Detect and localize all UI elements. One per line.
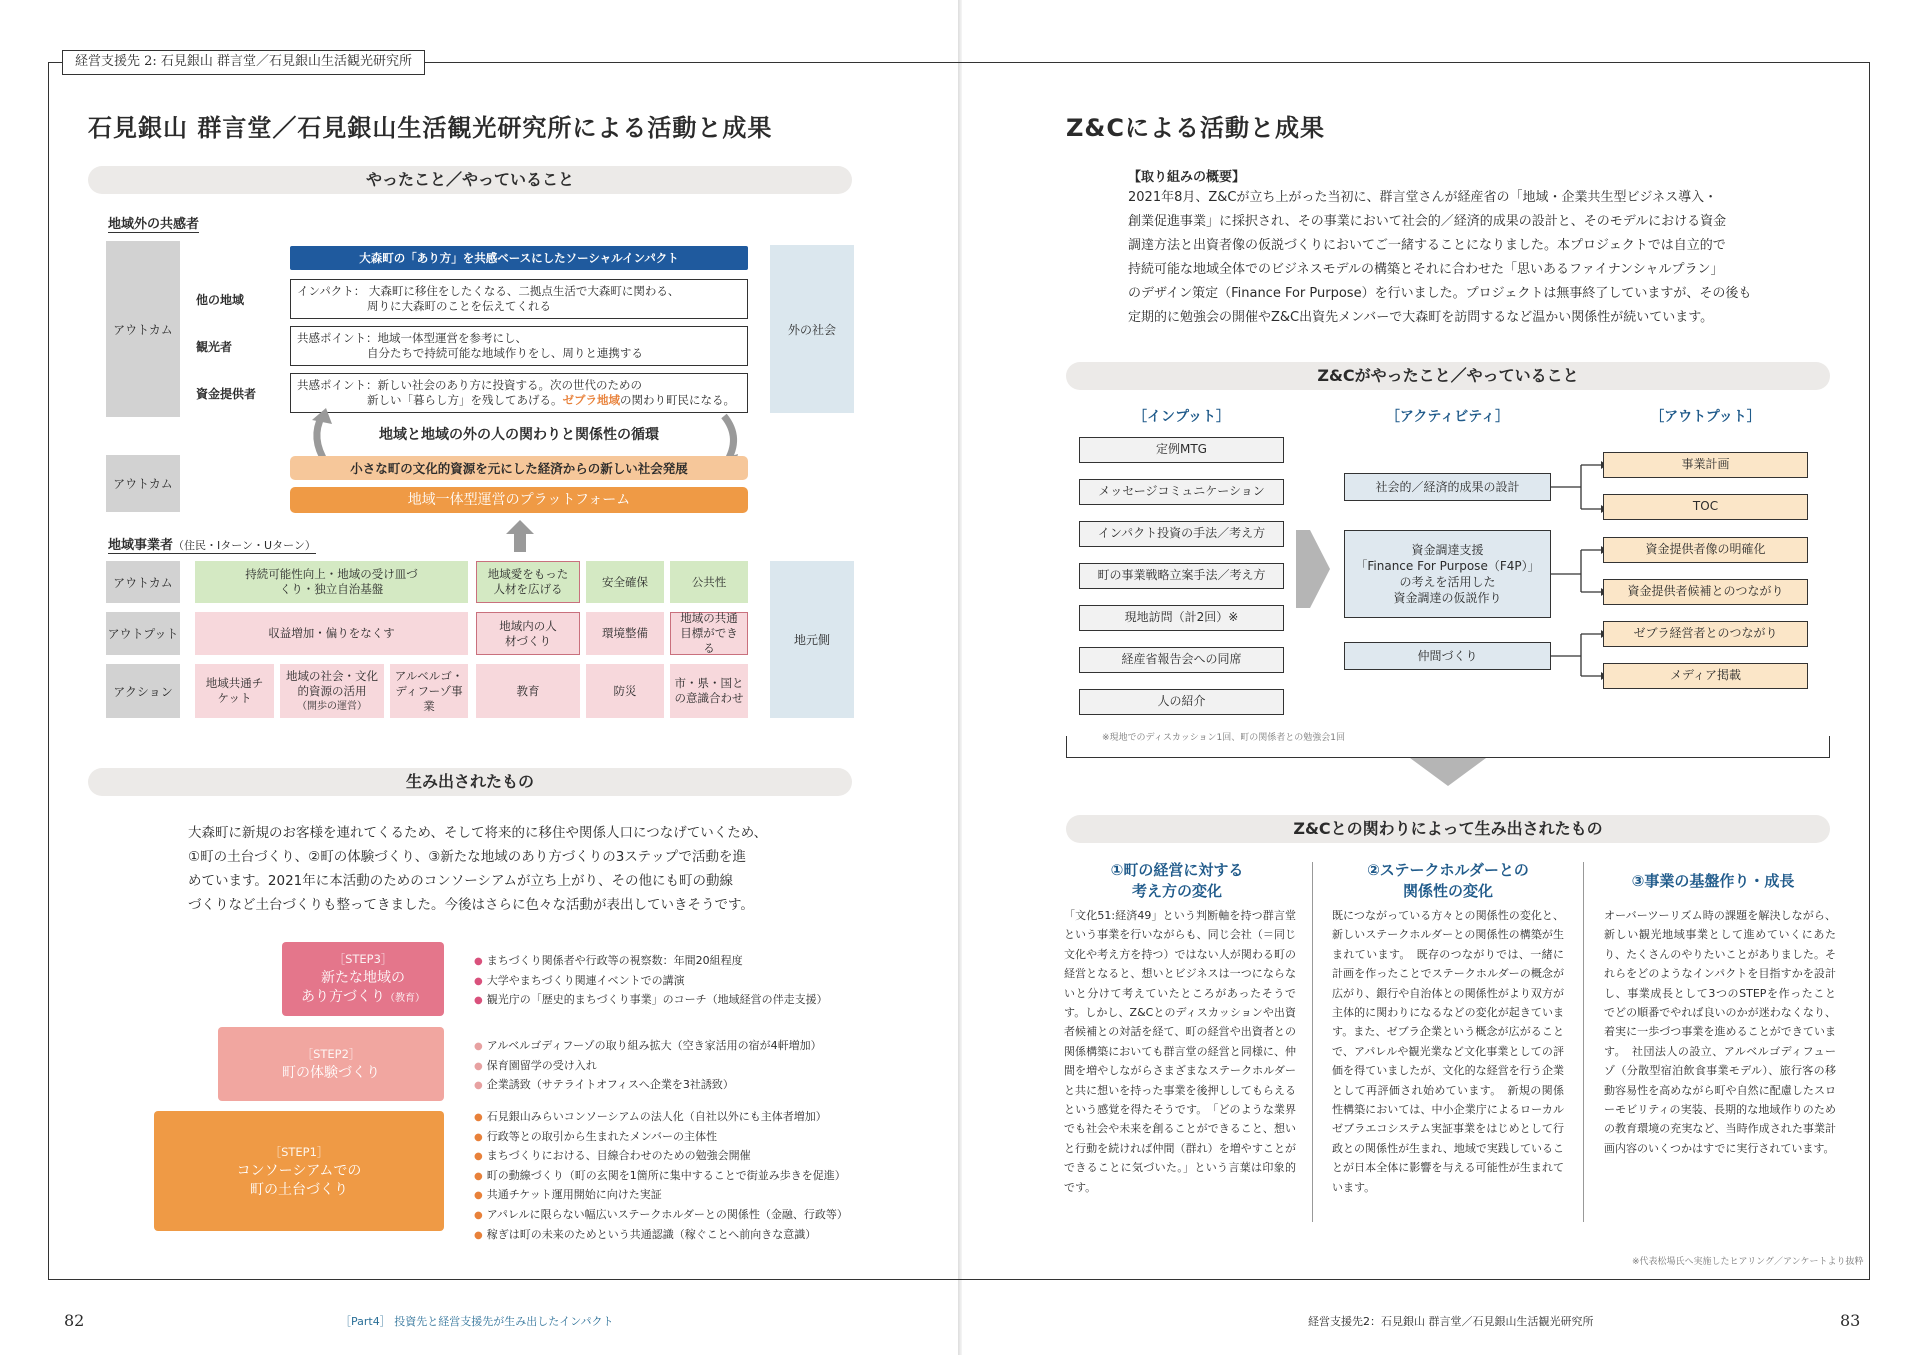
right-section-pill-1: Z&Cがやったこと／やっていること xyxy=(1066,362,1830,390)
outcome-label-2: アウトカム xyxy=(106,455,180,512)
output-item: メディア掲載 xyxy=(1603,663,1808,689)
step2-bullets: ● アルベルゴディフーゾの取り組み拡大（空き家活用の宿が4軒増加） ● 保育園留学の受け入れ ● 企業誘致（サテライトオフィスへ企業を3社誘致） xyxy=(474,1037,822,1096)
branch-arrow-icon xyxy=(1551,450,1607,690)
page-number-left: 82 xyxy=(64,1311,85,1330)
input-item: メッセージコミュニケーション xyxy=(1079,479,1284,505)
step2-box: ［STEP2］ 町の体験づくり xyxy=(218,1027,444,1101)
activity-design: 社会的／経済的成果の設計 xyxy=(1344,473,1551,501)
step3-bullets: ● まちづくり関係者や行政等の視察数：年間20組程度 ● 大学やまちづくり関連イベントでの講演 ● 観光庁の「歴史的まちづくり事業」のコーチ（地域経営の伴走支援） xyxy=(474,952,828,1011)
output-label: アウトプット xyxy=(106,612,180,655)
output-cell-talent: 地域内の人材づくり xyxy=(476,612,580,655)
output-item: 資金提供者像の明確化 xyxy=(1603,537,1808,563)
output-item: TOC xyxy=(1603,494,1808,520)
action-cell-alignment: 市・県・国との意識合わせ xyxy=(670,664,748,718)
output-cell-environment: 環境整備 xyxy=(586,612,664,655)
outcome-cell-safety: 安全確保 xyxy=(586,561,664,603)
outer-society-box: 外の社会 xyxy=(770,245,854,413)
footer-right: 経営支援先2：石見銀山 群言堂／石見銀山生活観光研究所 xyxy=(1308,1315,1594,1328)
outcome-label-1: アウトカム xyxy=(106,241,180,417)
right-page-title: Z&Cによる活動と成果 xyxy=(1066,114,1325,142)
action-cell-albergo: アルベルゴ・ディフーゾ事業 xyxy=(390,664,468,718)
impact-box-funder: 共感ポイント：新しい社会のあり方に投資する。次の世代のための 新しい「暮らし方」を残してあげる。ゼブラ地域の関わり町民になる。 xyxy=(290,373,748,413)
action-cell-resources: 地域の社会・文化的資源の活用 （開歩の運営） xyxy=(280,664,384,718)
input-item: 現地訪問（計2回）※ xyxy=(1079,605,1284,631)
col1-heading: ①町の経営に対する 考え方の変化 xyxy=(1110,861,1244,900)
outcome-label-3: アウトカム xyxy=(106,561,180,603)
input-header: ［インプット］ xyxy=(1132,409,1231,425)
overview-heading: 【取り組みの概要】 xyxy=(1128,170,1246,185)
up-arrow-icon xyxy=(506,520,534,552)
left-section-pill-2: 生み出されたもの xyxy=(88,768,852,796)
action-cell-ticket: 地域共通チケット xyxy=(195,664,274,718)
page-number-right: 83 xyxy=(1840,1311,1861,1330)
left-paragraph: 大森町に新規のお客様を連れてくるため、そして将来的に移住や関係人口につなげていくため、 ①町の土台づくり、②町の体験づくり、③新たな地域のあり方づくりの3ステップで活動を進 めています。2021年に本活動のためのコンソーシアムが立ち上がり、その他にも町の動線 づくりなど土台づくりも整ってきました。今後はさらに色々な活動が表出していきそうです。 xyxy=(188,825,768,913)
down-arrow-icon xyxy=(1410,758,1486,786)
impact-box-tourist: 共感ポイント：地域一体型運営を参考にし、 自分たちで持続可能な地域作りをし、周りと連携する xyxy=(290,326,748,366)
output-header: ［アウトプット］ xyxy=(1650,409,1761,425)
col2-text: 既につながっている方々との関係性の変化と、新しいステークホルダーとの関係性の構築が生まれています。 既存のつながりでは、一緒に計画を作ったことでステークホルダーの概念が広がり、銀行や自治体との関係性がより双方が主体的に関わりになるなどの変化が起きています。また、ゼブラ企業という概念が広がることで、アパレルや観光業など文化事業としての評価を得ていましたが、文化的な経営を行う企業として再評価され始めています。 新規の関係性構築においては、中小企業庁によるローカルゼブラエコシステム実証事業をはじめとして行政との関係性が生まれ、地域で実践していることが日本全体に影響を与える可能性が生まれています。 xyxy=(1332,909,1564,1194)
platform-banner: 地域一体型運営のプラットフォーム xyxy=(290,487,748,513)
outcome-cell-talent: 地域愛をもった人材を広げる xyxy=(476,561,580,603)
overview-paragraph: 2021年8月、Z&Cが立ち上がった当初に、群言堂さんが経産省の「地域・企業共生型ビジネス導入・ 創業促進事業」に採択され、その事業において社会的／経済的成果の設計と、そのモデルにおける資金 調達方法と出資者像の仮説づくりにおいてご一緒することになりました。本プロジェクトでは自立的で 持続可能な地域全体でのビジネスモデルの構築とそれに合わせた「思いあるファイナンシャルプラン」 のデザイン策定（Finance For Purpose）を行いました。プロジェクトは無事終了していますが、その後も 定期的に勉強会の開催やZ&C出資先メンバーで大森町を訪問するなど温かい関係性が続いています。 xyxy=(1128,190,1752,325)
left-section-pill-1: やったこと／やっていること xyxy=(88,166,852,194)
output-cell-revenue: 収益増加・偏りをなくす xyxy=(195,612,468,655)
left-page-title: 石見銀山 群言堂／石見銀山生活観光研究所による活動と成果 xyxy=(88,114,773,142)
output-item: 事業計画 xyxy=(1603,452,1808,478)
input-item: 経産省報告会への同席 xyxy=(1079,647,1284,673)
action-cell-education: 教育 xyxy=(476,664,580,718)
col2-heading: ②ステークホルダーとの 関係性の変化 xyxy=(1367,861,1529,900)
local-business-label: 地域事業者（住民・Iターン・Uターン） xyxy=(108,538,316,553)
column-divider xyxy=(1312,862,1313,1222)
input-item: 町の事業戦略立案手法／考え方 xyxy=(1079,563,1284,589)
col3-text: オーバーツーリズム時の課題を解決しながら、新しい観光地域事業として進めていくにあたり、たくさんのやりたいことがありました。それらをどのようなインパクトを目指すかを設計し、事業成長として3つのSTEPを作ったことでどの順番でやれば良いのかが迷わなくなり、着実に一歩づつ事業を進めることができています。 社団法人の設立、アルベルゴディフューゾ（分散型宿泊飲食事業モデル）、旅行客の移動容易性を高めながら町や自然に配慮したスローモビリティの実装、長期的な地域作りのための教育環境の充実など、当時作成された事業計画内容のいくつかはすでに実行されています。 xyxy=(1604,909,1836,1155)
impact-box-other-region: インパクト： 大森町に移住をしたくなる、二拠点生活で大森町に関わる、 周りに大森町のことを伝えてくれる xyxy=(290,279,748,319)
input-item: インパクト投資の手法／考え方 xyxy=(1079,521,1284,547)
activity-header: ［アクティビティ］ xyxy=(1385,409,1510,425)
step1-box: ［STEP1］ コンソーシアムでの 町の土台づくり xyxy=(154,1111,444,1231)
header-tab: 経営支援先 2: 石見銀山 群言堂／石見銀山生活観光研究所 xyxy=(62,50,425,75)
credit-note: ※代表松場氏へ実施したヒアリング／アンケートより抜粋 xyxy=(1632,1257,1864,1267)
outcome-cell-sustainability: 持続可能性向上・地域の受け皿づくり・独立自治基盤 xyxy=(195,561,468,603)
input-item: 人の紹介 xyxy=(1079,689,1284,715)
activity-networking: 仲間づくり xyxy=(1344,642,1551,670)
column-divider xyxy=(1583,862,1584,1222)
step3-box: ［STEP3］ 新たな地域の あり方づくり（教育） xyxy=(282,942,444,1016)
right-section-pill-2: Z&Cとの関わりによって生み出されたもの xyxy=(1066,815,1830,843)
row-label-funder: 資金提供者 xyxy=(196,387,257,401)
row-label-other-region: 他の地域 xyxy=(196,293,245,307)
impact-banner: 大森町の「あり方」を共感ベースにしたソーシャルインパクト xyxy=(290,246,748,270)
output-item: 資金提供者候補とのつながり xyxy=(1603,579,1808,605)
peach-banner: 小さな町の文化的資源を元にした経済からの新しい社会発展 xyxy=(290,456,748,480)
col1-text: 「文化51:経済49」という判断軸を持つ群言堂という事業を行いながらも、同じ会社（＝同じ文化や考え方を持つ）ではない人が関わる町の経営となると、想いとビジネスは一つにならないと分けて考えていたところがあったそうです。しかし、Z&Cとのディスカッションや出資者候補との対話を経て、町の経営や出資者との関係構築においても群言堂の経営と同様に、仲間を増やしながらさまざまなステークホルダーと共に想いを持った事業を後押ししてもらえるという感覚を得たそうです。 「どのような業界でも社会や未来を創ることができること、想いと行動を続ければ仲間（群れ）を増やすことができることに気づいた。」という言葉は印象的です。 xyxy=(1064,909,1296,1194)
output-item: ゼブラ経営者とのつながり xyxy=(1603,621,1808,647)
activity-fundraising: 資金調達支援 「Finance For Purpose（F4P）」 の考えを活用した 資金調達の仮説作り xyxy=(1344,530,1551,618)
local-side-box: 地元側 xyxy=(770,561,854,718)
visit-note: ※現地でのディスカッション1回、町の関係者との勉強会1回 xyxy=(1102,733,1346,743)
outcome-cell-public: 公共性 xyxy=(670,561,748,603)
step1-bullets: ● 石見銀山みらいコンソーシアムの法人化（自社以外にも主体者増加） ● 行政等との取引から生まれたメンバーの主体性 ● まちづくりにおける、目線合わせのための勉強会開催 ● 町の動線づくり（町の玄関を1箇所に集中することで街並み歩きを促進） ● 共通チケット運用開始に向けた実証 ● アパレルに限らない幅広いステークホルダーとの関係性（金融、行政等） ● 稼ぎは町の未来のためという共通認識（稼ぐことへ前向きな意識） xyxy=(474,1108,848,1245)
row-label-tourist: 観光者 xyxy=(196,340,233,354)
input-item: 定例MTG xyxy=(1079,437,1284,463)
cycle-caption: 地域と地域の外の人の関わりと関係性の循環 xyxy=(379,427,659,443)
output-cell-shared-goal: 地域の共通目標ができる xyxy=(670,612,748,655)
action-label: アクション xyxy=(106,664,180,718)
action-cell-disaster: 防災 xyxy=(586,664,664,718)
outer-sympathizers-label: 地域外の共感者 xyxy=(108,217,200,232)
footer-left: ［Part4］ 投資先と経営支援先が生み出したインパクト xyxy=(340,1315,614,1328)
right-chevron-arrow-icon xyxy=(1296,530,1330,608)
col3-heading: ③事業の基盤作り・成長 xyxy=(1631,872,1795,890)
